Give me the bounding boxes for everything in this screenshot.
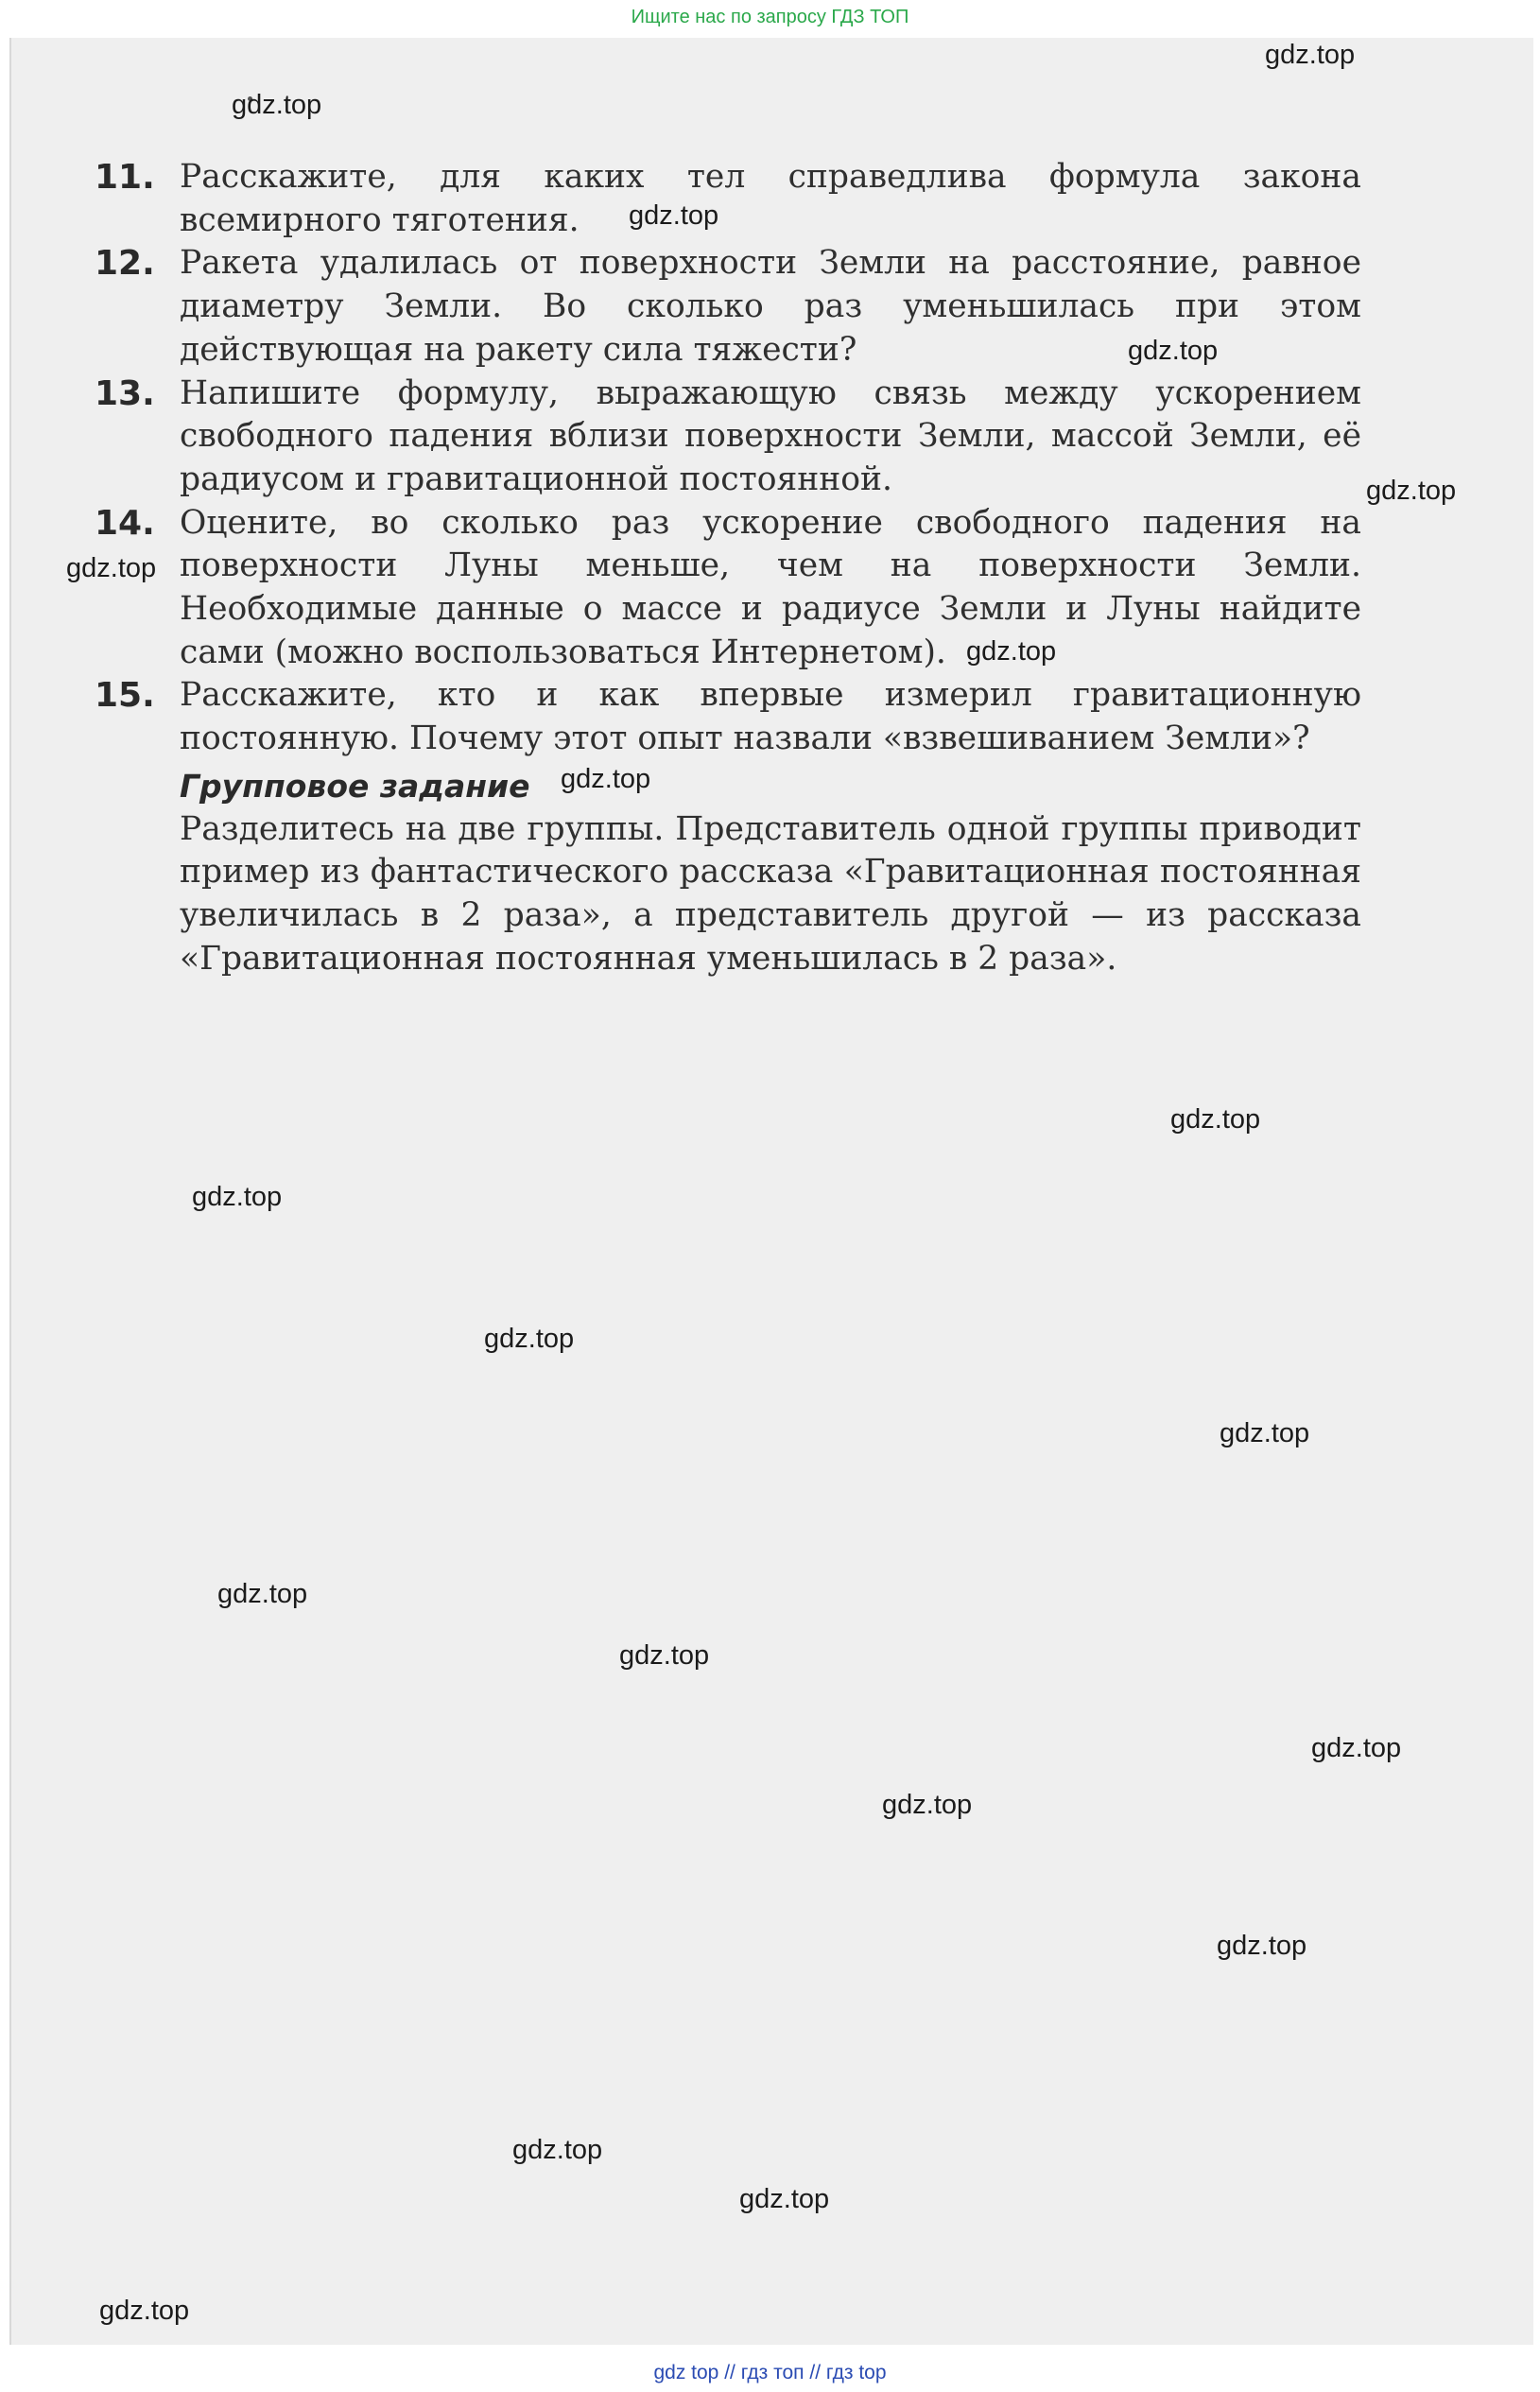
watermark: gdz.top — [1311, 1733, 1402, 1763]
watermark: gdz.top — [882, 1790, 973, 1820]
watermark: gdz.top — [512, 2135, 603, 2165]
watermark: gdz.top — [739, 2184, 830, 2214]
watermark: gdz.top — [561, 764, 651, 794]
question-number: 12. — [95, 244, 155, 284]
watermark: gdz.top — [217, 1579, 308, 1609]
watermark: gdz.top — [66, 553, 157, 583]
question-text: Оцените, во сколько раз ускорение свободного падения на поверхности Луны меньше, чем на поверхности Земли. Необходимые данные о массе и радиусе Земли и Луны найдите сами (можно воспользоваться Интернетом). — [180, 503, 1361, 671]
question-11 — [95, 156, 1361, 242]
question-13 — [95, 373, 1361, 502]
question-14 — [95, 502, 1361, 675]
questions-block — [95, 156, 1361, 980]
watermark: gdz.top — [484, 1324, 575, 1354]
top-banner[interactable]: Ищите нас по запросу ГДЗ ТОП — [631, 7, 909, 27]
question-text: Расскажите, для каких тел справедлива формула закона всемирного тяготения. — [180, 158, 1361, 239]
watermark: gdz.top — [232, 90, 322, 120]
question-number: 14. — [95, 503, 155, 543]
watermark: gdz.top — [1220, 1418, 1310, 1448]
group-task-title: Групповое задание — [180, 767, 530, 805]
watermark: gdz.top — [1170, 1104, 1261, 1135]
group-task — [95, 765, 1361, 981]
question-number: 15. — [95, 676, 155, 716]
watermark: gdz.top — [1366, 476, 1457, 506]
bottom-banner[interactable]: gdz top // гдз топ // гдз top — [653, 2362, 887, 2383]
group-task-text: Разделитесь на две группы. Представитель одной группы приводит пример из фантастического рассказа «Гравитационная постоянная увеличилась в 2 раза», а представитель другой — из рассказа «Гравитационная постоянная уменьшилась в 2 раза». — [180, 809, 1361, 978]
watermark: gdz.top — [619, 1640, 710, 1671]
question-15 — [95, 674, 1361, 760]
watermark: gdz.top — [1265, 40, 1356, 70]
watermark: gdz.top — [99, 2296, 190, 2326]
question-number: 13. — [95, 373, 155, 413]
watermark: gdz.top — [629, 200, 719, 231]
watermark: gdz.top — [1128, 336, 1219, 366]
question-text: Расскажите, кто и как впервые измерил гравитационную постоянную. Почему этот опыт назвали «взвешиванием Земли»? — [180, 676, 1361, 758]
watermark: gdz.top — [192, 1182, 283, 1212]
question-text: Напишите формулу, выражающую связь между ускорением свободного падения вблизи поверхности Земли, массой Земли, её радиусом и гравитационной постоянной. — [180, 373, 1361, 498]
watermark: gdz.top — [966, 636, 1057, 667]
question-number: 11. — [95, 158, 155, 197]
question-text: Ракета удалилась от поверхности Земли на расстояние, равное диаметру Земли. Во сколько раз уменьшилась при этом действующая на ракету сила тяжести? — [180, 244, 1361, 369]
watermark: gdz.top — [1217, 1931, 1307, 1961]
